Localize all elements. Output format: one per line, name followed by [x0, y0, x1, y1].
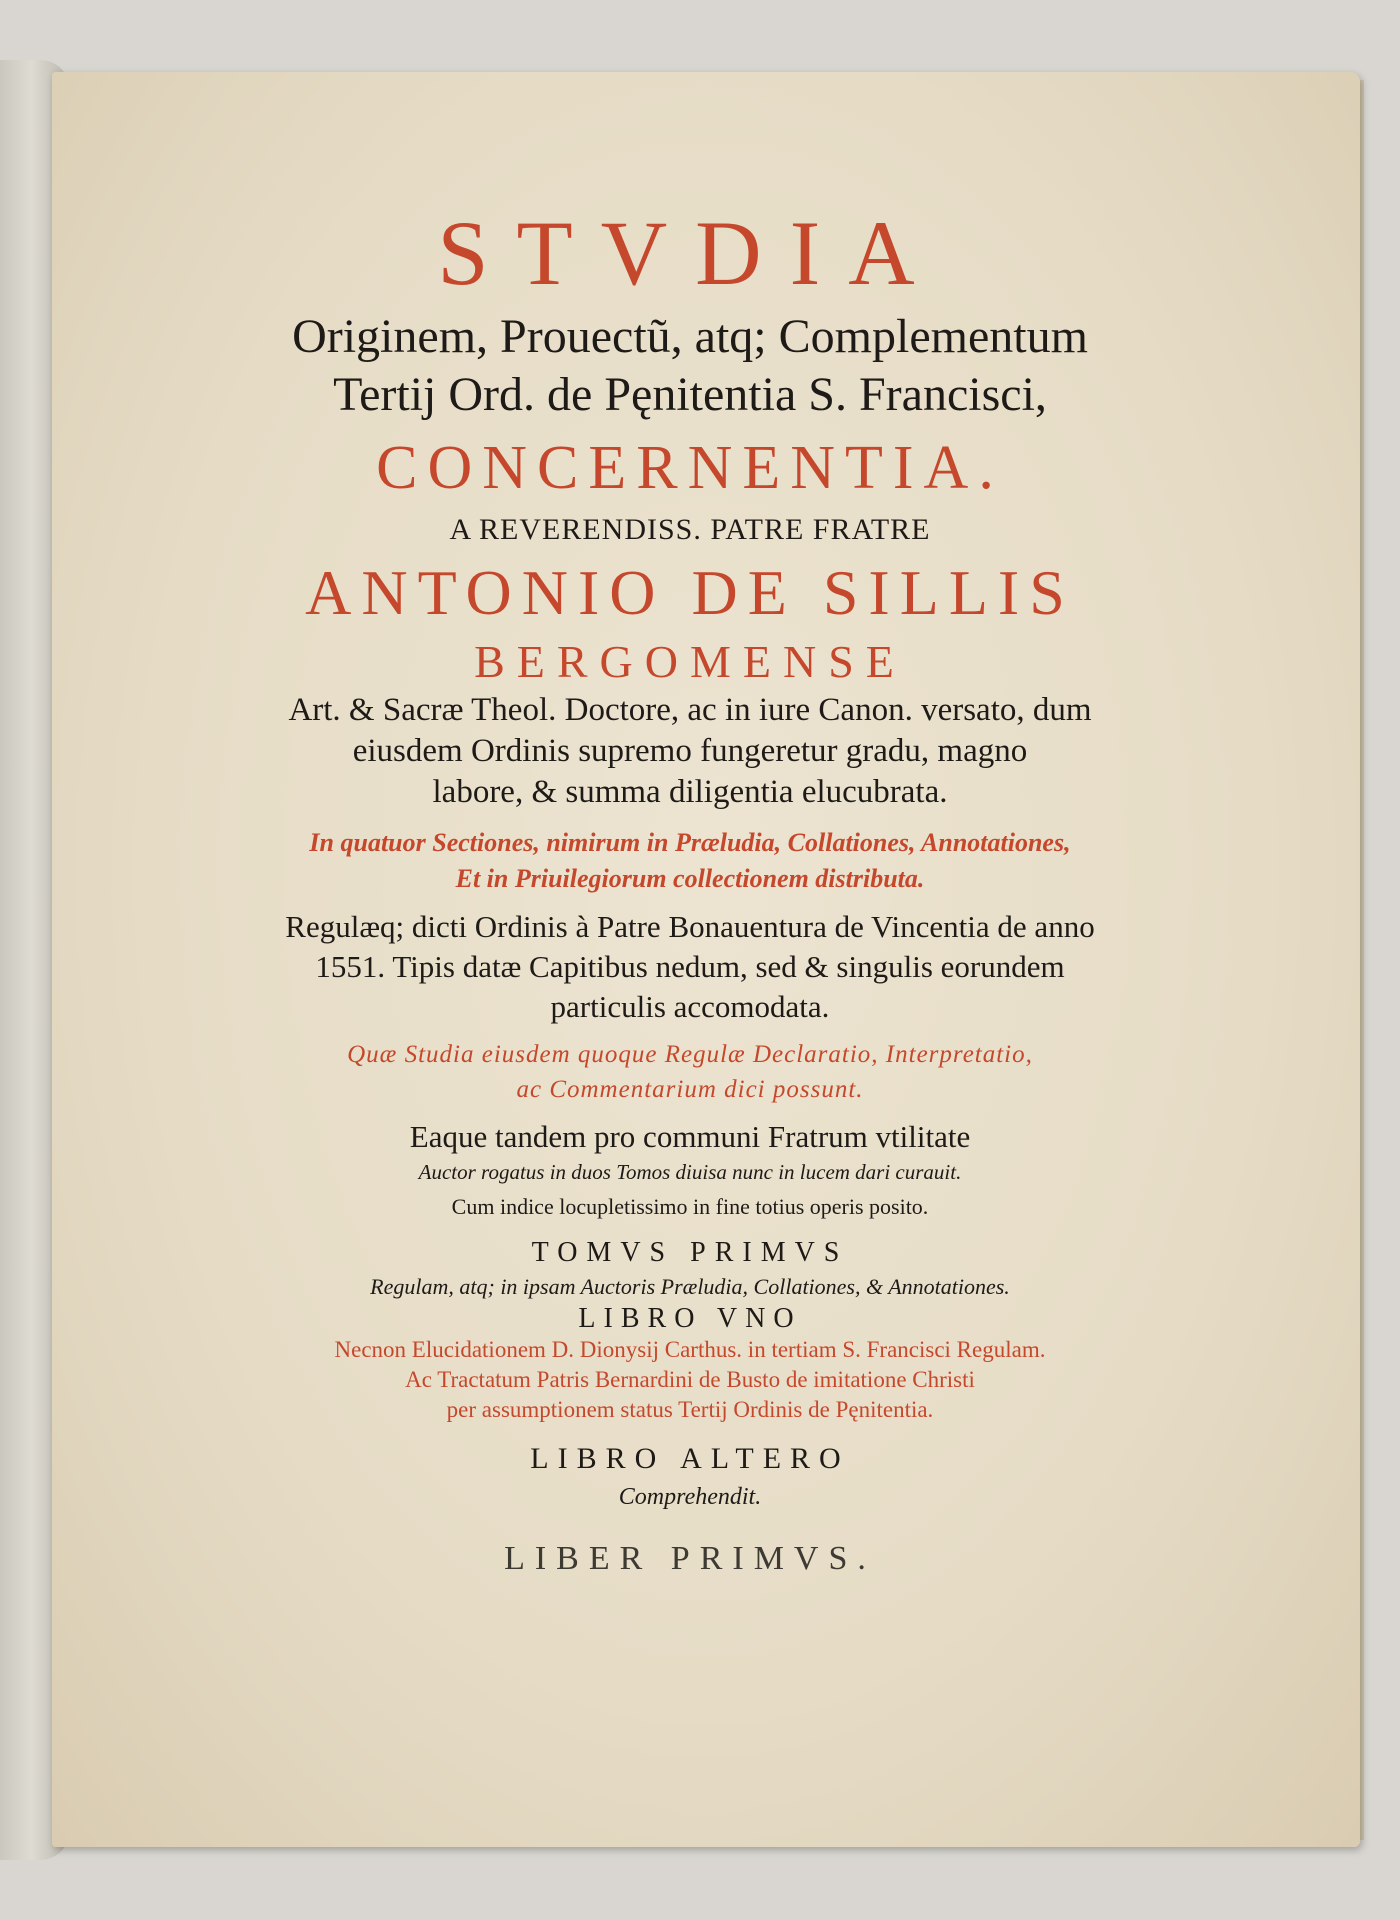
tomus-primus: TOMVS PRIMVS: [531, 1237, 849, 1268]
rule-line-3: particulis accomodata.: [550, 989, 830, 1024]
necnon-line-1: Necnon Elucidationem D. Dionysij Carthus. in tertiam S. Francisci Regulam.: [334, 1337, 1046, 1362]
necnon-line-3: per assumptionem status Tertij Ordinis de Pęnitentia.: [446, 1397, 934, 1422]
rule-line-2: 1551. Tipis datæ Capitibus nedum, sed & singulis eorundem: [315, 949, 1065, 984]
concernentia-heading: CONCERNENTIA.: [376, 434, 1004, 502]
liber-primus: LIBER PRIMVS.: [504, 1540, 876, 1577]
credentials-line-1: Art. & Sacræ Theol. Doctore, ac in iure Canon. versato, dum: [288, 692, 1092, 728]
quae-line-1: Quæ Studia eiusdem quoque Regulæ Declaratio, Interpretatio,: [347, 1041, 1033, 1068]
by-line: A REVERENDISS. PATRE FRATRE: [449, 513, 931, 546]
comprehendit: Comprehendit.: [618, 1484, 762, 1510]
libro-altero: LIBRO ALTERO: [530, 1442, 850, 1475]
index-line: Cum indice locupletissimo in fine totius operis posito.: [451, 1194, 929, 1219]
author-origin: BERGOMENSE: [474, 636, 906, 687]
necnon-line-2: Ac Tractatum Patris Bernardini de Busto de imitatione Christi: [405, 1367, 975, 1392]
author-name: ANTONIO DE SILLIS: [305, 557, 1075, 628]
book-title: STVDIA: [437, 202, 943, 304]
subtitle-line-1: Originem, Prouectũ, atq; Complementum: [292, 310, 1088, 363]
title-page-text: [130, 198, 1250, 1589]
subtitle-line-2: Tertij Ord. de Pęnitentia S. Francisci,: [333, 368, 1047, 421]
rule-line-1: Regulæq; dicti Ordinis à Patre Bonauentura de Vincentia de anno: [285, 909, 1095, 944]
regulam-line: Regulam, atq; in ipsam Auctoris Præludia, Collationes, & Annotationes.: [370, 1274, 1010, 1299]
sections-line-2: Et in Priuilegiorum collectionem distributa.: [455, 864, 925, 893]
quae-line-2: ac Commentarium dici possunt.: [516, 1076, 864, 1103]
libro-uno: LIBRO VNO: [578, 1303, 802, 1334]
credentials-line-3: labore, & summa diligentia elucubrata.: [432, 774, 948, 810]
utility-line: Eaque tandem pro communi Fratrum vtilitate: [409, 1119, 971, 1154]
credentials-line-2: eiusdem Ordinis supremo fungeretur gradu, magno: [352, 733, 1028, 769]
sections-line-1: In quatuor Sectiones, nimirum in Præludia, Collationes, Annotationes,: [309, 828, 1071, 857]
auctor-line: Auctor rogatus in duos Tomos diuisa nunc in lucem dari curauit.: [418, 1160, 962, 1184]
